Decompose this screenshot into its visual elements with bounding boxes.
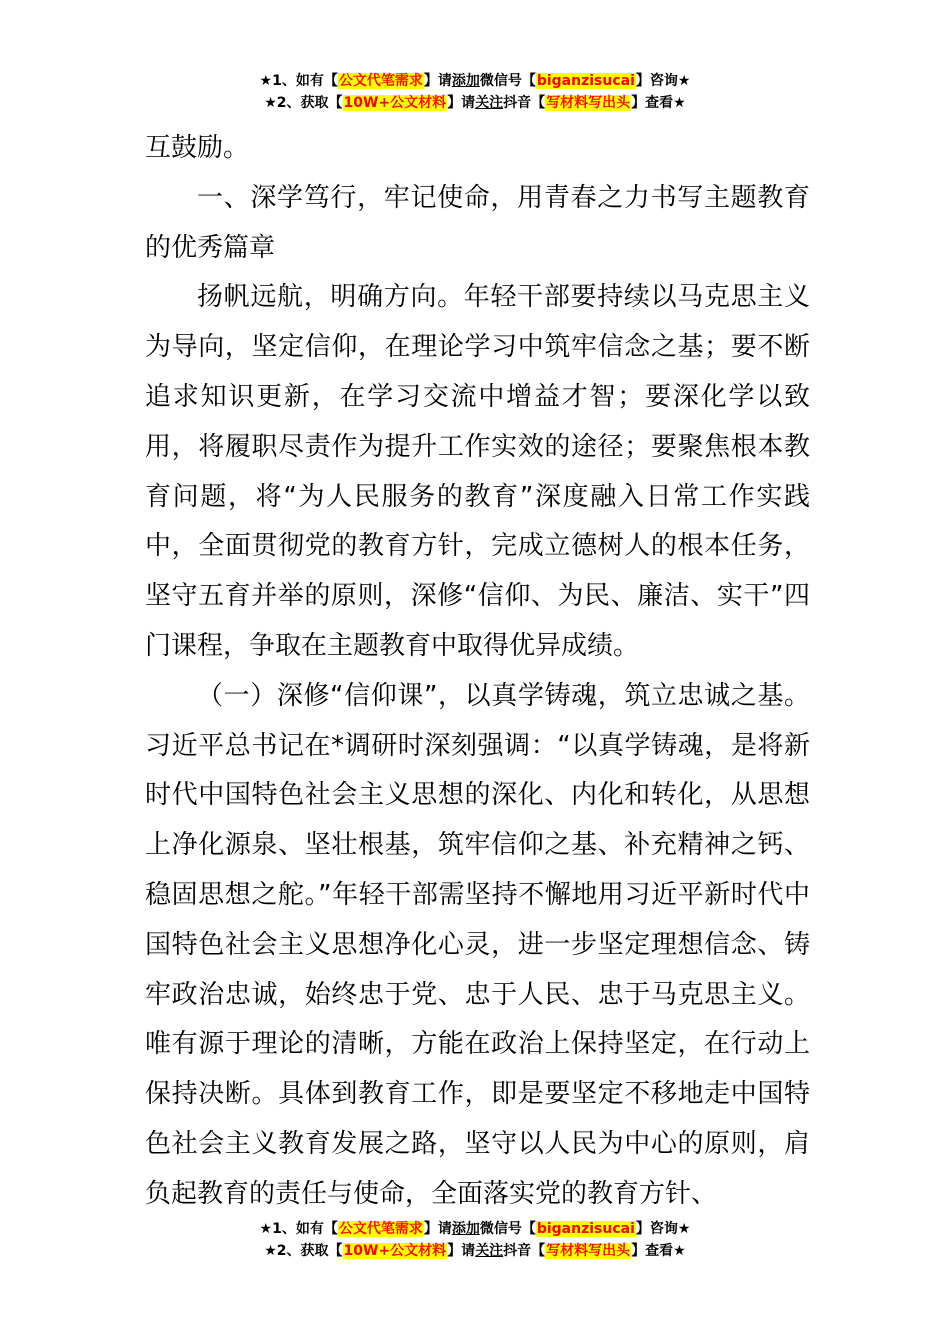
- paragraph: （一）深修“信仰课”，以真学铸魂，筑立忠诚之基。习近平总书记在*调研时深刻强调：“以真学铸魂，是将新时代中国特色社会主义思想的深化、内化和转化，从思想上净化源泉、坚壮根基，筑牢信仰之基、补充精神之钙、稳固思想之舵。”年轻干部需坚持不懈地用习近平新时代中国特色社会主义思想净化心灵，进一步坚定理想信念、铸牢政治忠诚，始终忠于党、忠于人民、忠于马克思主义。唯有源于理论的清晰，方能在政治上保持坚定，在行动上保持决断。具体到教育工作，即是要坚定不移地走中国特色社会主义教育发展之路，坚守以人民为中心的原则，肩负起教育的责任与使命，全面落实党的教育方针、: [145, 680, 810, 1209]
- banner-text: 】请: [423, 1221, 452, 1237]
- banner-text: 】查看★: [631, 95, 686, 111]
- underlined-text: 添加: [451, 1221, 480, 1237]
- banner-text: ★1、如有【: [259, 73, 338, 89]
- highlight-text: 10W+公文材料: [343, 1243, 447, 1259]
- banner-line-2: [0, 92, 950, 114]
- underlined-text: 添加: [451, 73, 480, 89]
- banner-text: 抖音【: [503, 95, 546, 111]
- highlight-text: 写材料写出头: [546, 95, 631, 111]
- banner-text: 】咨询★: [635, 73, 691, 89]
- banner-text: 微信号【: [479, 1221, 536, 1237]
- banner-text: ★2、获取【: [264, 95, 343, 111]
- document-body: [145, 124, 810, 1220]
- banner-text: 】查看★: [631, 1243, 686, 1259]
- highlight-text: biganzisucai: [536, 1221, 635, 1237]
- underlined-text: 关注: [475, 95, 504, 111]
- highlight-text: 公文代笔需求: [338, 1221, 423, 1237]
- paragraph: 互鼓励。: [145, 133, 250, 163]
- banner-text: 】请: [423, 73, 452, 89]
- section-heading: 一、深学笃行，牢记使命，用青春之力书写主题教育的优秀篇章: [145, 182, 810, 263]
- paragraph: 扬帆远航，明确方向。年轻干部要持续以马克思主义为导向，坚定信仰，在理论学习中筑牢信念之基；要不断追求知识更新，在学习交流中增益才智；要深化学以致用，将履职尽责作为提升工作实效的途径；要聚焦根本教育问题，将“为人民服务的教育”深度融入日常工作实践中，全面贯彻党的教育方针，完成立德树人的根本任务，坚守五育并举的原则，深修“信仰、为民、廉洁、实干”四门课程，争取在主题教育中取得优异成绩。: [145, 282, 810, 661]
- footer-banner: [0, 1218, 950, 1262]
- highlight-text: 10W+公文材料: [343, 95, 447, 111]
- banner-text: 】请: [447, 95, 476, 111]
- banner-line-1: [0, 1218, 950, 1240]
- header-banner: [0, 70, 950, 114]
- banner-text: ★2、获取【: [264, 1243, 343, 1259]
- banner-text: 抖音【: [503, 1243, 546, 1259]
- banner-text: ★1、如有【: [259, 1221, 338, 1237]
- banner-line-1: [0, 70, 950, 92]
- highlight-text: 公文代笔需求: [338, 73, 423, 89]
- underlined-text: 关注: [475, 1243, 504, 1259]
- highlight-text: biganzisucai: [536, 73, 635, 89]
- highlight-text: 写材料写出头: [546, 1243, 631, 1259]
- banner-text: 】咨询★: [635, 1221, 691, 1237]
- banner-text: 微信号【: [479, 73, 536, 89]
- banner-text: 】请: [447, 1243, 476, 1259]
- banner-line-2: [0, 1240, 950, 1262]
